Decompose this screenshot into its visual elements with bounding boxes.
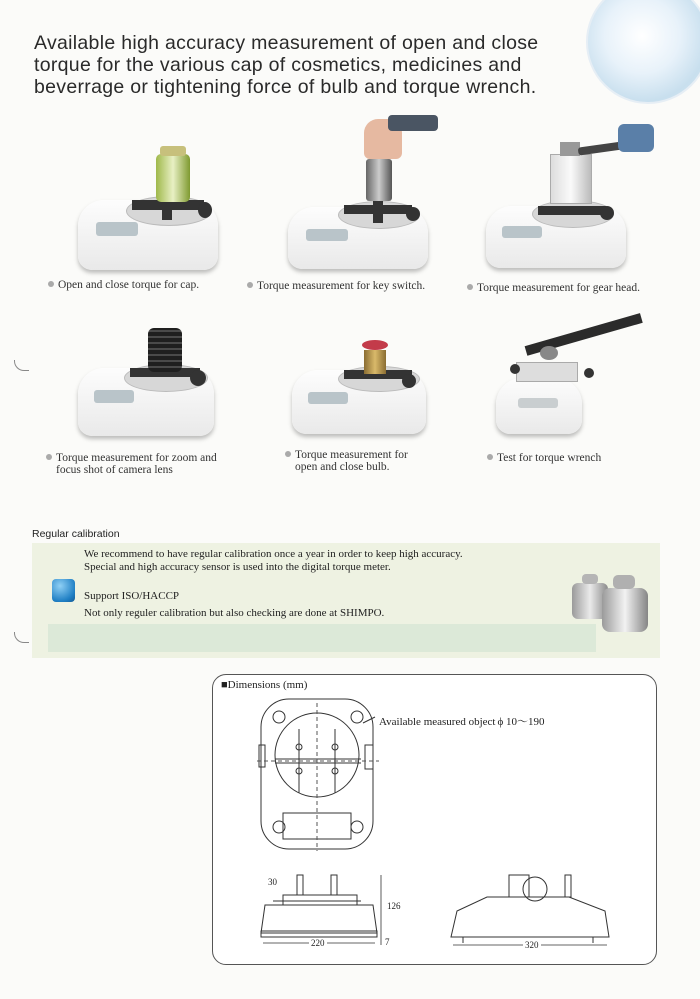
headline — [34, 32, 634, 98]
weight-large-icon — [602, 588, 648, 632]
dim-7: 7 — [385, 937, 390, 947]
support-text: Not only reguler calibration but also checking are done at SHIMPO. — [84, 607, 385, 619]
weight-large-knob — [613, 575, 635, 589]
caption-cap: Open and close torque for cap. — [48, 279, 199, 291]
calibration-line-1: We recommend to have regular calibration once a year in order to keep high accuracy. — [84, 548, 463, 560]
iso-icon — [52, 579, 75, 602]
binder-mark — [14, 632, 29, 643]
calibration-line-2: Special and high accuracy sensor is used into the digital torque meter. — [84, 561, 391, 573]
dimensions-title: ■Dimensions (mm) — [221, 679, 308, 691]
photo-camera-lens-torque — [78, 328, 228, 443]
caption-camera-lens: Torque measurement for zoom and focus shot of camera lens — [46, 452, 217, 476]
photo-gear-head-torque — [486, 122, 656, 274]
support-title: Support ISO/HACCP — [84, 590, 180, 602]
headline-line-2: torque for the various cap of cosmetics, medicines and — [34, 54, 522, 76]
headline-line-3: beverrage or tightening force of bulb and torque wrench. — [34, 76, 537, 98]
headline-line-1: Available high accuracy measurement of open and close — [34, 32, 539, 54]
caption-gear-head: Torque measurement for gear head. — [467, 282, 640, 294]
dimension-drawings — [213, 675, 656, 964]
weight-small-knob — [582, 574, 598, 584]
calibration-band — [48, 624, 596, 652]
dim-30: 30 — [268, 877, 277, 887]
caption-bulb: Torque measurement for open and close bulb. — [285, 449, 408, 473]
photo-torque-wrench-test — [496, 332, 646, 437]
dimensions-box — [212, 674, 657, 965]
photo-bulb-torque — [292, 340, 442, 440]
dim-126: 126 — [387, 901, 401, 911]
dim-220: 220 — [311, 938, 325, 948]
photo-key-switch-torque — [288, 115, 438, 275]
section-title-calibration: Regular calibration — [32, 528, 120, 540]
caption-torque-wrench: Test for torque wrench — [487, 452, 601, 464]
caption-key-switch: Torque measurement for key switch. — [247, 280, 425, 292]
dim-320: 320 — [525, 940, 539, 950]
photo-cap-torque — [78, 140, 228, 275]
binder-mark — [14, 360, 29, 371]
measured-object-label: Available measured object ϕ 10～190 — [379, 716, 545, 728]
